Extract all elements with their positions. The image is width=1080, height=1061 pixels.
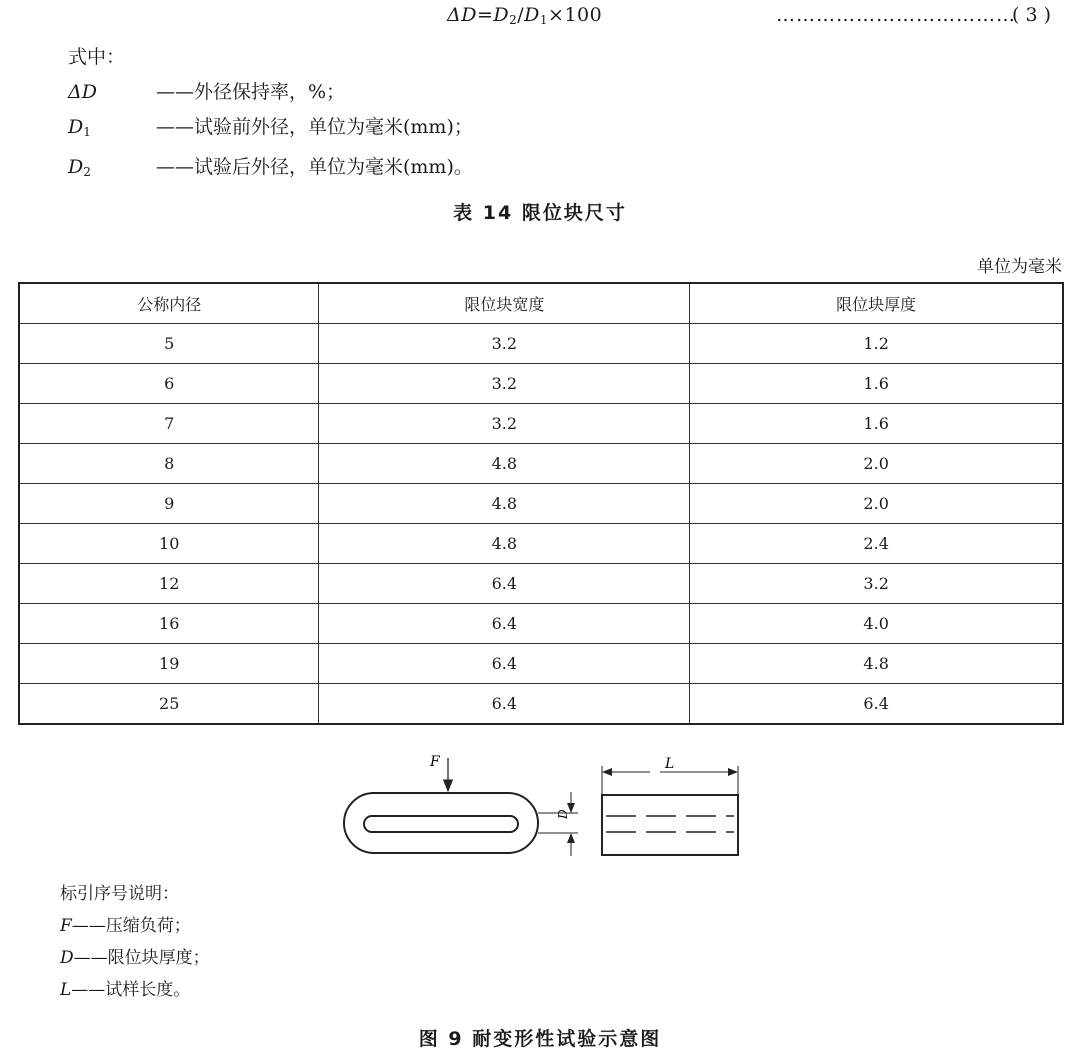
table-cell: 3.2 [690,564,1063,604]
force-label: F [430,754,440,770]
table-row [19,524,1063,564]
table-row [19,684,1063,725]
legend-item: F——压缩负荷； [60,916,191,936]
table-cell: 6.4 [319,644,690,684]
table-title: 表 14 限位块尺寸 [453,202,627,224]
table-row [19,604,1063,644]
table-cell: 2.4 [690,524,1063,564]
column-header: 限位块厚度 [690,283,1063,324]
legend-title: 标引序号说明： [60,884,179,904]
table-cell: 25 [19,684,319,725]
table-cell: 19 [19,644,319,684]
table-cell: 8 [19,444,319,484]
formula-line [0,4,1080,30]
definition-item: $D_2$ ——试验后外径，单位为毫米(mm)。 [68,156,473,179]
equation-number: ( 3 ) [1012,4,1051,26]
column-header: 限位块宽度 [319,283,690,324]
table-cell: 10 [19,524,319,564]
definition-item: ΔD ——外径保持率，%； [68,81,346,103]
table-cell: 6.4 [690,684,1063,725]
table-row [19,444,1063,484]
table-cell: 4.8 [690,644,1063,684]
table-cell: 5 [19,324,319,364]
table-cell: 6.4 [319,604,690,644]
table-cell: 6 [19,364,319,404]
table-cell: 4.8 [319,484,690,524]
dimension-table [18,282,1064,725]
table-header-row [19,283,1063,324]
table-row [19,404,1063,444]
table-cell: 12 [19,564,319,604]
table-cell: 4.8 [319,444,690,484]
table-cell: 3.2 [319,324,690,364]
table-cell: 2.0 [690,444,1063,484]
length-label: L [665,756,675,772]
legend-item: D——限位块厚度； [60,948,210,968]
table-cell: 16 [19,604,319,644]
table-cell: 9 [19,484,319,524]
table-cell: 1.2 [690,324,1063,364]
formula-expression: $\Delta D=D_2/D_1\times 100$ [447,4,603,27]
table-cell: 1.6 [690,404,1063,444]
formula-definitions [68,40,473,190]
table-cell: 1.6 [690,364,1063,404]
table-row [19,644,1063,684]
formula-leader: ……………………………… [776,4,1016,26]
table-cell: 2.0 [690,484,1063,524]
table-cell: 3.2 [319,404,690,444]
column-header: 公称内径 [19,283,319,324]
diagram-svg [330,752,750,867]
definitions-intro: 式中： [68,46,126,68]
legend-item: L——试样长度。 [60,980,191,1000]
specimen-side-view [602,795,738,855]
deformation-test-diagram [330,752,750,867]
thickness-label: D [556,809,570,819]
table-row [19,324,1063,364]
table-row [19,484,1063,524]
tube-outer-outline [344,793,538,853]
table-cell: 4.0 [690,604,1063,644]
definition-item: $D_1$ ——试验前外径，单位为毫米(mm)； [68,116,473,139]
table-cell: 7 [19,404,319,444]
table-cell: 6.4 [319,684,690,725]
tube-inner-slot [364,816,518,832]
table-row [19,564,1063,604]
figure-legend [60,878,210,1006]
table-cell: 4.8 [319,524,690,564]
table-cell: 6.4 [319,564,690,604]
table-unit: 单位为毫米 [977,257,1062,277]
table-cell: 3.2 [319,364,690,404]
table-row [19,364,1063,404]
figure-title: 图 9 耐变形性试验示意图 [418,1028,662,1050]
